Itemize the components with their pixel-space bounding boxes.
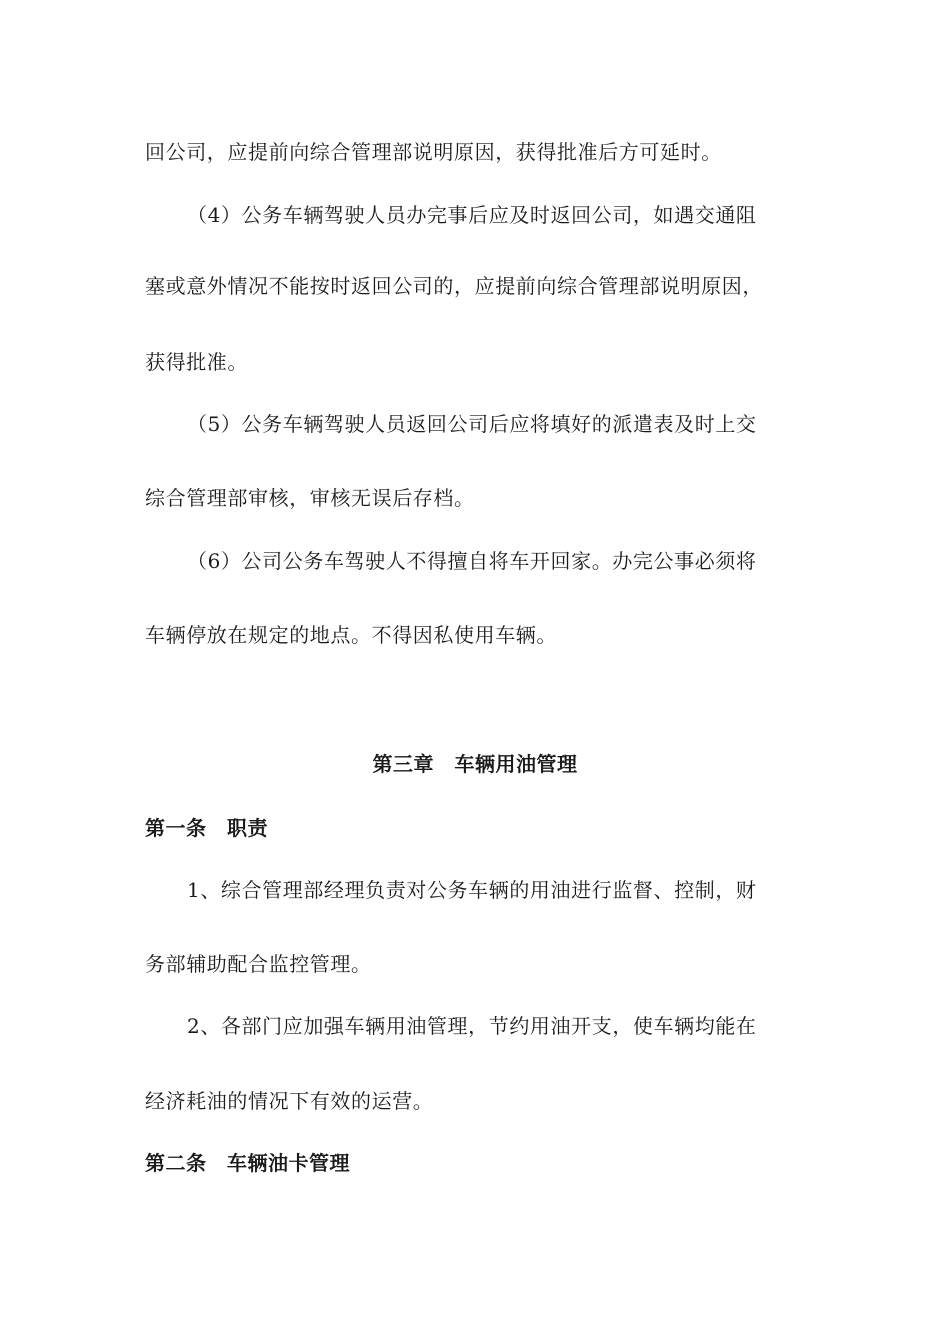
paragraph-line: 塞或意外情况不能按时返回公司的，应提前向综合管理部说明原因， <box>145 274 763 298</box>
paragraph-line: （4）公务车辆驾驶人员办完事后应及时返回公司，如遇交通阻 <box>187 203 757 227</box>
paragraph-line: 车辆停放在规定的地点。不得因私使用车辆。 <box>145 623 557 647</box>
paragraph-line: （6）公司公务车驾驶人不得擅自将车开回家。办完公事必须将 <box>187 549 757 573</box>
paragraph-line: 获得批准。 <box>145 350 248 374</box>
chapter-title: 第三章 车辆用油管理 <box>372 752 578 776</box>
paragraph-line: 综合管理部审核，审核无误后存档。 <box>145 486 475 510</box>
paragraph-line: 经济耗油的情况下有效的运营。 <box>145 1089 434 1113</box>
paragraph-line: 1、综合管理部经理负责对公务车辆的用油进行监督、控制，财 <box>187 878 757 902</box>
paragraph-line: 2、各部门应加强车辆用油管理，节约用油开支，使车辆均能在 <box>187 1014 757 1038</box>
article-title: 第一条 职责 <box>145 816 268 840</box>
paragraph-line: 务部辅助配合监控管理。 <box>145 952 372 976</box>
paragraph-line: 回公司，应提前向综合管理部说明原因，获得批准后方可延时。 <box>145 140 722 164</box>
article-title: 第二条 车辆油卡管理 <box>145 1151 350 1175</box>
paragraph-line: （5）公务车辆驾驶人员返回公司后应将填好的派遣表及时上交 <box>187 412 757 436</box>
